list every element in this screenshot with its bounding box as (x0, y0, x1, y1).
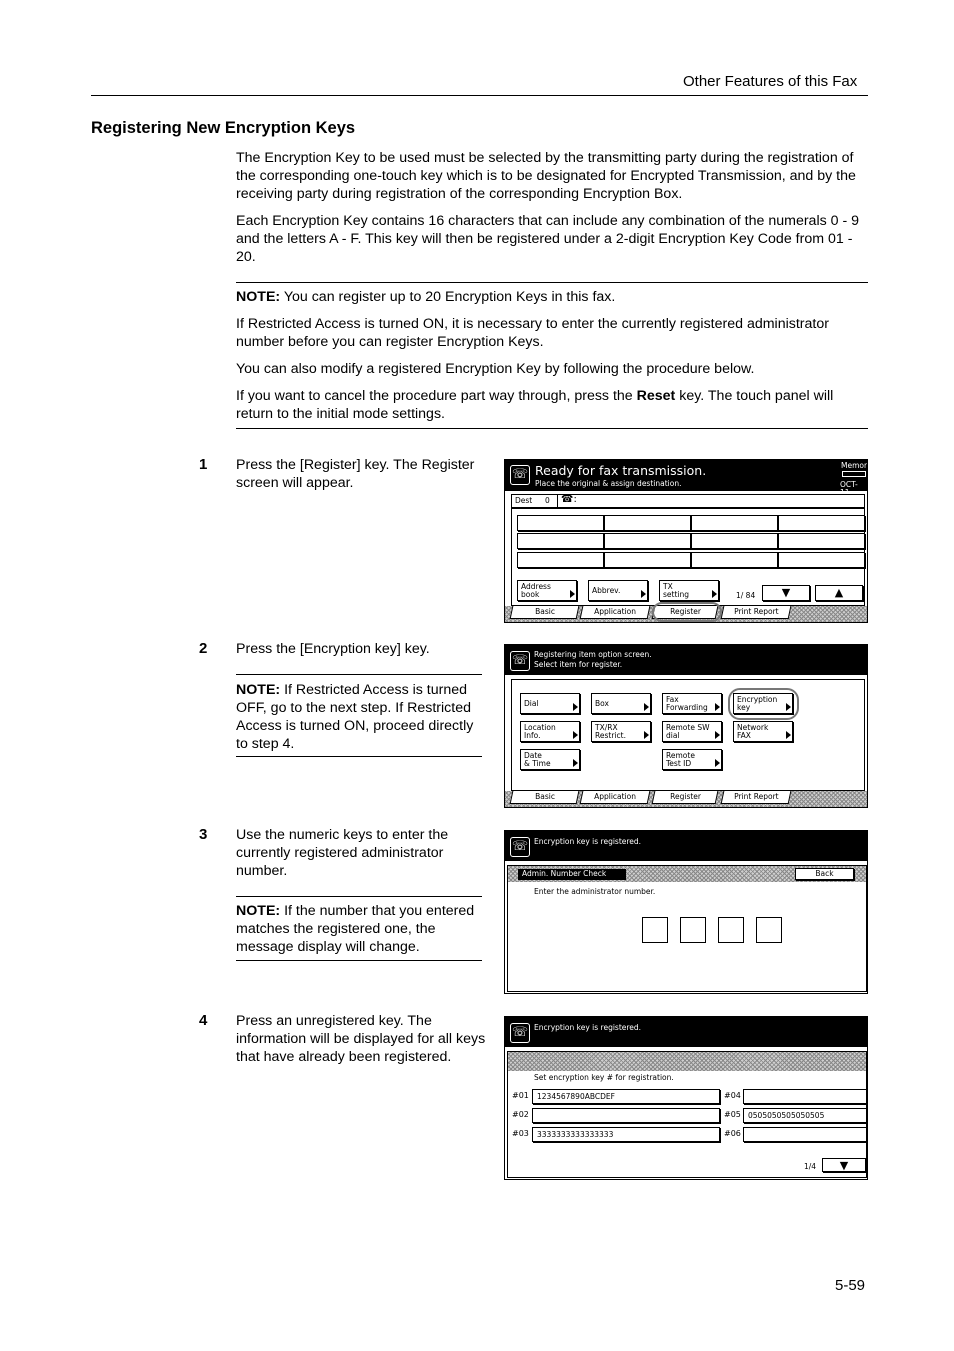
note-top-rule (236, 282, 868, 283)
header-rule (91, 95, 868, 96)
box-button[interactable] (591, 693, 651, 714)
note-line-1 (236, 288, 615, 306)
up-arrow-icon: ▲ (834, 586, 844, 599)
text-line: 20. (236, 249, 256, 265)
fax-icon: ☏ (510, 651, 530, 671)
screen-message-2: Select item for register. (534, 660, 623, 669)
text-line: screen will appear. (236, 475, 354, 491)
tab-basic[interactable] (510, 606, 580, 619)
note-paragraph-2 (236, 315, 829, 351)
admin-check-area (507, 865, 867, 992)
scroll-up-button[interactable] (815, 585, 863, 601)
tab-label: Print Report (733, 607, 779, 616)
text-line: The Encryption Key to be used must be selected by the transmitting party during the registration of (236, 150, 854, 166)
pin-digit-box (680, 917, 706, 943)
fax-forwarding-button[interactable] (662, 693, 722, 714)
encryption-key-field[interactable]: 1234567890ABCDEF (532, 1089, 720, 1104)
date-time-button[interactable] (520, 749, 580, 770)
text-line: Press an unregistered key. The (236, 1013, 432, 1029)
memory-gauge (842, 471, 866, 477)
key-code-label: #06 (724, 1129, 741, 1138)
screen-admin-number-check (504, 830, 868, 994)
screen-message: Encryption key is registered. (534, 1023, 642, 1032)
tab-label: Register (669, 607, 701, 616)
page-number: 5-59 (835, 1277, 866, 1294)
step-1-text (236, 456, 474, 492)
one-touch-key[interactable] (691, 515, 778, 531)
one-touch-key[interactable] (691, 533, 778, 549)
step-number: 3 (199, 826, 208, 843)
text-line: Access is turned ON, proceed directly (236, 718, 474, 734)
note-top-rule (236, 674, 482, 675)
text-line: Press the [Register] key. The Register (236, 457, 475, 473)
button-label: Date & Time (524, 751, 551, 768)
date-label: OCT-11 (840, 480, 858, 497)
encryption-key-field[interactable]: 0505050505050505 (743, 1108, 867, 1123)
one-touch-key[interactable] (691, 552, 778, 568)
text-line: OFF, go to the next step. If Restricted (236, 700, 471, 716)
arrow-icon (573, 759, 578, 767)
hatched-bar (508, 1052, 866, 1071)
arrow-icon (715, 731, 720, 739)
button-label: Abbrev. (592, 586, 621, 595)
note-label: NOTE: (236, 289, 281, 305)
screen-register-options (504, 644, 868, 808)
arrow-icon (573, 703, 578, 711)
remote-sw-dial-button[interactable] (662, 721, 722, 742)
tab-label: Application (594, 607, 637, 616)
text-line: that have already been registered. (236, 1049, 452, 1065)
pin-digit-box (756, 917, 782, 943)
tab-basic[interactable] (510, 791, 580, 804)
network-fax-button[interactable] (733, 721, 793, 742)
back-button[interactable] (795, 868, 854, 880)
arrow-icon (644, 731, 649, 739)
note-text: You can register up to 20 Encryption Keys in this fax. (280, 289, 616, 305)
key-list-area (507, 1051, 867, 1178)
text-line: return to the initial mode settings. (236, 406, 445, 422)
key-code-label: #04 (724, 1091, 741, 1100)
pin-digit-box (642, 917, 668, 943)
screen-message: Encryption key is registered. (534, 837, 642, 846)
note-label: NOTE: (236, 903, 281, 919)
fax-icon: ☏ (510, 465, 530, 485)
button-label: Back (815, 869, 834, 878)
one-touch-key[interactable] (604, 515, 691, 531)
button-label: Dial (524, 699, 539, 708)
text-line: Each Encryption Key contains 16 characters that can include any combination of the numerals 0 - 9 (236, 213, 860, 229)
screen-title-bar (505, 1017, 867, 1047)
screen-title-bar (505, 460, 868, 497)
text-line: Use the numeric keys to enter the (236, 827, 449, 843)
set-key-prompt: Set encryption key # for registration. (534, 1073, 674, 1082)
dest-label: Dest (515, 496, 533, 505)
one-touch-key[interactable] (517, 533, 604, 549)
tab-register[interactable] (652, 791, 719, 804)
button-label: Address book (521, 582, 551, 599)
tab-label: Basic (534, 792, 555, 801)
button-label: Fax Forwarding (666, 695, 708, 712)
one-touch-key[interactable] (517, 515, 604, 531)
button-label: Remote Test ID (666, 751, 695, 768)
key-code-label: #01 (512, 1091, 529, 1100)
step-3-text (236, 826, 448, 880)
note-bottom-rule (236, 960, 482, 961)
step-2-note (236, 681, 473, 753)
tab-print-report[interactable] (721, 791, 792, 804)
text-line: and the letters A - F. This key will then be registered under a 2-digit Encryption Key Code from 01 - (236, 231, 853, 247)
button-label: TX/RX Restrict. (595, 723, 626, 740)
fax-icon: ☏ (510, 837, 530, 857)
one-touch-area (511, 508, 865, 606)
text-line: number before you can register Encryption Keys. (236, 334, 544, 350)
text-span: key. The touch panel will (675, 388, 834, 404)
intro-paragraph-2 (236, 212, 859, 266)
encryption-key-field[interactable]: 3333333333333333 (532, 1127, 720, 1142)
note-text: If Restricted Access is turned (280, 682, 468, 698)
step-4-text (236, 1012, 485, 1066)
button-label: TX setting (663, 582, 690, 599)
arrow-icon (644, 703, 649, 711)
down-arrow-icon: ▼ (781, 586, 791, 599)
tab-print-report[interactable] (721, 606, 792, 619)
note-paragraph-4 (236, 387, 833, 423)
step-2-text: Press the [Encryption key] key. (236, 641, 430, 657)
address-book-button[interactable] (517, 580, 577, 601)
text-line: information will be displayed for all keys (236, 1031, 486, 1047)
reset-key-name: Reset (636, 388, 676, 404)
admin-number-label: Admin. Number Check (518, 869, 626, 880)
step-3-note (236, 902, 474, 956)
one-touch-key[interactable] (517, 552, 604, 568)
page-indicator: 1/4 (804, 1162, 817, 1171)
page-indicator: 1/ 84 (736, 591, 756, 600)
text-line: receiving party during registration of the corresponding Encryption Box. (236, 186, 683, 202)
text-line: the corresponding one-touch key which is to be designated for Encrypted Transmission, and by the (236, 168, 856, 184)
encryption-key-field[interactable] (532, 1108, 720, 1123)
one-touch-key[interactable] (604, 533, 691, 549)
dial-button[interactable] (520, 693, 580, 714)
fax-icon: ☏ (510, 1023, 530, 1043)
screen-title-bar (505, 831, 867, 861)
key-code-label: #02 (512, 1110, 529, 1119)
options-area (511, 679, 865, 791)
screen-encryption-key-list (504, 1016, 868, 1180)
destination-bar (511, 494, 865, 508)
one-touch-key[interactable] (778, 515, 865, 531)
note-top-rule (236, 896, 482, 897)
screen-title-bar (505, 645, 867, 675)
text-span: If you want to cancel the procedure part way through, press the (236, 388, 637, 404)
one-touch-key[interactable] (604, 552, 691, 568)
page-title: Registering New Encryption Keys (91, 119, 356, 137)
text-line: to step 4. (236, 736, 295, 752)
abbrev-button[interactable] (588, 580, 648, 601)
button-label: Encryption key (737, 695, 778, 712)
key-code-label: #05 (724, 1110, 741, 1119)
highlight-circle (652, 602, 722, 622)
step-number: 2 (199, 640, 208, 657)
section-header: Other Features of this Fax (683, 73, 858, 90)
button-label: Location Info. (524, 723, 556, 740)
memory-label: Memor (841, 461, 868, 470)
arrow-icon (786, 731, 791, 739)
tx-setting-button[interactable] (659, 580, 719, 601)
txrx-restrict-button[interactable] (591, 721, 651, 742)
text-line: currently registered administrator (236, 845, 444, 861)
arrow-icon (573, 731, 578, 739)
note-label: NOTE: (236, 682, 281, 698)
screen-message-1: Registering item option screen. (534, 650, 652, 659)
text-line: message display will change. (236, 939, 420, 955)
screen-subtitle: Place the original & assign destination. (535, 479, 682, 488)
tab-label: Print Report (733, 792, 779, 801)
divider (557, 495, 558, 507)
pin-digit-box (718, 917, 744, 943)
arrow-icon (570, 590, 575, 598)
screen-title: Ready for fax transmission. (535, 463, 707, 478)
arrow-icon (715, 703, 720, 711)
button-label: Remote SW dial (666, 723, 710, 740)
scroll-down-button[interactable] (822, 1158, 866, 1172)
note-paragraph-3: You can also modify a registered Encryption Key by following the procedure below. (236, 361, 755, 377)
text-line: If Restricted Access is turned ON, it is necessary to enter the currently registered administrator (236, 316, 829, 332)
remote-test-id-button[interactable] (662, 749, 722, 770)
note-text: If the number that you entered (280, 903, 475, 919)
text-line: number. (236, 863, 288, 879)
button-label: Network FAX (737, 723, 769, 740)
encryption-key-field[interactable] (743, 1089, 867, 1104)
tab-application[interactable] (580, 791, 651, 804)
one-touch-key[interactable] (778, 533, 865, 549)
arrow-icon (715, 759, 720, 767)
tab-label: Basic (534, 607, 555, 616)
tab-application[interactable] (580, 606, 651, 619)
step-number: 1 (199, 456, 208, 473)
arrow-icon (712, 590, 717, 598)
one-touch-key[interactable] (778, 552, 865, 568)
note-bottom-rule (236, 428, 868, 429)
scroll-down-button[interactable] (762, 585, 810, 601)
enter-admin-prompt: Enter the administrator number. (534, 887, 656, 896)
step-number: 4 (199, 1012, 208, 1029)
encryption-key-field[interactable] (743, 1127, 867, 1142)
location-info-button[interactable] (520, 721, 580, 742)
highlight-circle (728, 688, 799, 720)
tab-label: Register (669, 792, 701, 801)
button-label: Box (595, 699, 609, 708)
arrow-icon (641, 590, 646, 598)
key-code-label: #03 (512, 1129, 529, 1138)
note-bottom-rule (236, 756, 482, 757)
text-line: matches the registered one, the (236, 921, 436, 937)
dest-count: 0 (545, 496, 550, 505)
screen-ready-for-fax (504, 459, 868, 623)
down-arrow-icon: ▼ (839, 1159, 849, 1172)
phone-icon: ☎: (561, 494, 577, 505)
intro-paragraph-1 (236, 149, 856, 203)
tab-label: Application (594, 792, 637, 801)
